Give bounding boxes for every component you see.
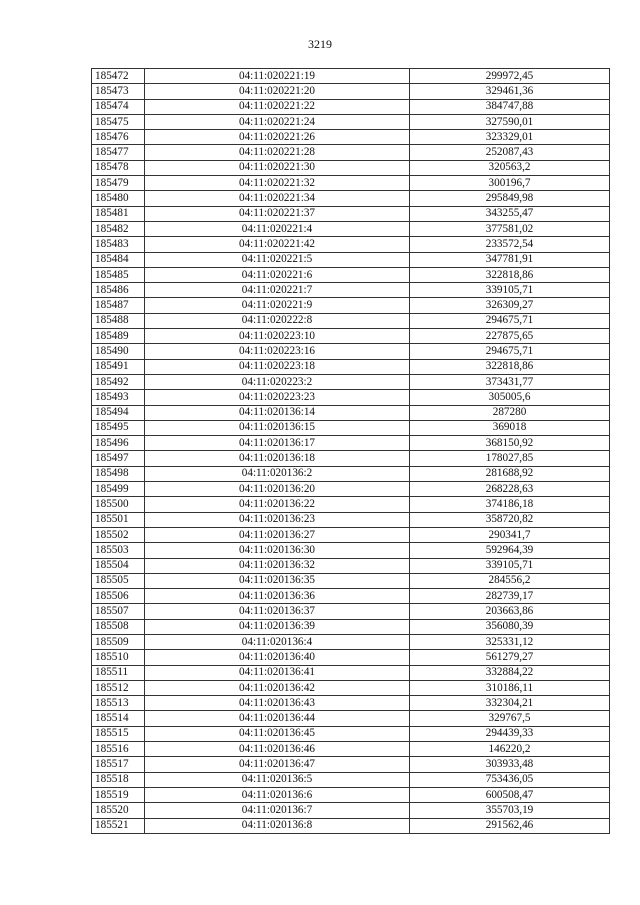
- table-row: [92, 130, 610, 145]
- table-row: [92, 604, 610, 619]
- table-row: [92, 69, 610, 84]
- cadastral-value: 343255,47: [410, 206, 610, 221]
- cadastral-number: 04:11:020136:22: [145, 497, 410, 512]
- cadastral-value: 753436,05: [410, 772, 610, 787]
- table-row: [92, 772, 610, 787]
- row-number: 185487: [92, 298, 145, 313]
- cadastral-number: 04:11:020136:14: [145, 405, 410, 420]
- table-row: [92, 589, 610, 604]
- table-row: [92, 374, 610, 389]
- cadastral-number: 04:11:020221:28: [145, 145, 410, 160]
- table-row: [92, 252, 610, 267]
- cadastral-value: 368150,92: [410, 436, 610, 451]
- cadastral-value: 146220,2: [410, 742, 610, 757]
- row-number: 185498: [92, 466, 145, 481]
- cadastral-value: 384747,88: [410, 99, 610, 114]
- row-number: 185497: [92, 451, 145, 466]
- cadastral-value: 347781,91: [410, 252, 610, 267]
- page-number: 3219: [308, 37, 332, 51]
- table-row: [92, 619, 610, 634]
- cadastral-number: 04:11:020136:17: [145, 436, 410, 451]
- cadastral-number: 04:11:020136:6: [145, 787, 410, 802]
- cadastral-value-table: [91, 68, 610, 834]
- row-number: 185477: [92, 145, 145, 160]
- row-number: 185507: [92, 604, 145, 619]
- cadastral-value: 299972,45: [410, 69, 610, 84]
- cadastral-number: 04:11:020221:30: [145, 160, 410, 175]
- cadastral-number: 04:11:020223:2: [145, 374, 410, 389]
- cadastral-number: 04:11:020221:22: [145, 99, 410, 114]
- cadastral-value: 322818,86: [410, 359, 610, 374]
- cadastral-value: 329767,5: [410, 711, 610, 726]
- cadastral-number: 04:11:020221:42: [145, 237, 410, 252]
- cadastral-value: 320563,2: [410, 160, 610, 175]
- cadastral-number: 04:11:020221:19: [145, 69, 410, 84]
- cadastral-value: 369018: [410, 420, 610, 435]
- cadastral-value: 291562,46: [410, 818, 610, 833]
- cadastral-value: 178027,85: [410, 451, 610, 466]
- table-row: [92, 512, 610, 527]
- cadastral-value: 355703,19: [410, 803, 610, 818]
- row-number: 185475: [92, 114, 145, 129]
- cadastral-number: 04:11:020221:4: [145, 221, 410, 236]
- cadastral-number: 04:11:020136:30: [145, 543, 410, 558]
- row-number: 185495: [92, 420, 145, 435]
- row-number: 185500: [92, 497, 145, 512]
- row-number: 185490: [92, 344, 145, 359]
- cadastral-value: 339105,71: [410, 558, 610, 573]
- row-number: 185512: [92, 680, 145, 695]
- row-number: 185509: [92, 634, 145, 649]
- cadastral-number: 04:11:020221:32: [145, 176, 410, 191]
- cadastral-value: 332884,22: [410, 665, 610, 680]
- row-number: 185472: [92, 69, 145, 84]
- cadastral-value: 373431,77: [410, 374, 610, 389]
- cadastral-number: 04:11:020136:2: [145, 466, 410, 481]
- cadastral-number: 04:11:020136:32: [145, 558, 410, 573]
- row-number: 185488: [92, 313, 145, 328]
- table-row: [92, 221, 610, 236]
- row-number: 185481: [92, 206, 145, 221]
- cadastral-value: 303933,48: [410, 757, 610, 772]
- row-number: 185486: [92, 283, 145, 298]
- row-number: 185479: [92, 176, 145, 191]
- cadastral-value: 290341,7: [410, 527, 610, 542]
- cadastral-value: 282739,17: [410, 589, 610, 604]
- cadastral-value: 294675,71: [410, 344, 610, 359]
- cadastral-value: 322818,86: [410, 267, 610, 282]
- cadastral-number: 04:11:020136:40: [145, 650, 410, 665]
- cadastral-value: 305005,6: [410, 390, 610, 405]
- table-row: [92, 160, 610, 175]
- row-number: 185483: [92, 237, 145, 252]
- table-row: [92, 696, 610, 711]
- cadastral-number: 04:11:020136:18: [145, 451, 410, 466]
- table-row: [92, 436, 610, 451]
- row-number: 185520: [92, 803, 145, 818]
- cadastral-number: 04:11:020221:34: [145, 191, 410, 206]
- row-number: 185521: [92, 818, 145, 833]
- row-number: 185493: [92, 390, 145, 405]
- cadastral-number: 04:11:020221:9: [145, 298, 410, 313]
- table-row: [92, 680, 610, 695]
- cadastral-value: 326309,27: [410, 298, 610, 313]
- cadastral-number: 04:11:020136:15: [145, 420, 410, 435]
- table-row: [92, 114, 610, 129]
- row-number: 185514: [92, 711, 145, 726]
- row-number: 185489: [92, 329, 145, 344]
- row-number: 185518: [92, 772, 145, 787]
- row-number: 185502: [92, 527, 145, 542]
- table-row: [92, 405, 610, 420]
- cadastral-value: 323329,01: [410, 130, 610, 145]
- cadastral-number: 04:11:020223:23: [145, 390, 410, 405]
- cadastral-number: 04:11:020136:8: [145, 818, 410, 833]
- row-number: 185492: [92, 374, 145, 389]
- cadastral-number: 04:11:020221:37: [145, 206, 410, 221]
- table-row: [92, 803, 610, 818]
- cadastral-number: 04:11:020136:5: [145, 772, 410, 787]
- table-row: [92, 650, 610, 665]
- table-row: [92, 283, 610, 298]
- cadastral-value: 332304,21: [410, 696, 610, 711]
- table-row: [92, 634, 610, 649]
- table-row: [92, 757, 610, 772]
- cadastral-value: 252087,43: [410, 145, 610, 160]
- table-row: [92, 84, 610, 99]
- table-row: [92, 267, 610, 282]
- table-row: [92, 726, 610, 741]
- row-number: 185482: [92, 221, 145, 236]
- cadastral-number: 04:11:020136:45: [145, 726, 410, 741]
- table-row: [92, 742, 610, 757]
- row-number: 185506: [92, 589, 145, 604]
- table-row: [92, 466, 610, 481]
- table-row: [92, 237, 610, 252]
- row-number: 185496: [92, 436, 145, 451]
- cadastral-value: 600508,47: [410, 787, 610, 802]
- cadastral-number: 04:11:020223:16: [145, 344, 410, 359]
- cadastral-value: 281688,92: [410, 466, 610, 481]
- cadastral-value: 294439,33: [410, 726, 610, 741]
- table-row: [92, 543, 610, 558]
- table-row: [92, 527, 610, 542]
- row-number: 185504: [92, 558, 145, 573]
- cadastral-number: 04:11:020136:23: [145, 512, 410, 527]
- cadastral-number: 04:11:020222:8: [145, 313, 410, 328]
- cadastral-number: 04:11:020223:10: [145, 329, 410, 344]
- row-number: 185510: [92, 650, 145, 665]
- table-row: [92, 359, 610, 374]
- row-number: 185508: [92, 619, 145, 634]
- row-number: 185491: [92, 359, 145, 374]
- row-number: 185516: [92, 742, 145, 757]
- table-row: [92, 344, 610, 359]
- table-row: [92, 665, 610, 680]
- cadastral-number: 04:11:020136:39: [145, 619, 410, 634]
- table-row: [92, 420, 610, 435]
- cadastral-value: 374186,18: [410, 497, 610, 512]
- cadastral-number: 04:11:020221:24: [145, 114, 410, 129]
- cadastral-number: 04:11:020136:42: [145, 680, 410, 695]
- cadastral-number: 04:11:020221:7: [145, 283, 410, 298]
- cadastral-value: 233572,54: [410, 237, 610, 252]
- cadastral-number: 04:11:020136:27: [145, 527, 410, 542]
- cadastral-number: 04:11:020136:4: [145, 634, 410, 649]
- cadastral-number: 04:11:020136:35: [145, 573, 410, 588]
- table-row: [92, 451, 610, 466]
- cadastral-value: 287280: [410, 405, 610, 420]
- row-number: 185480: [92, 191, 145, 206]
- cadastral-value: 377581,02: [410, 221, 610, 236]
- row-number: 185503: [92, 543, 145, 558]
- cadastral-number: 04:11:020223:18: [145, 359, 410, 374]
- row-number: 185474: [92, 99, 145, 114]
- cadastral-value: 310186,11: [410, 680, 610, 695]
- row-number: 185476: [92, 130, 145, 145]
- cadastral-number: 04:11:020136:47: [145, 757, 410, 772]
- cadastral-value: 300196,7: [410, 176, 610, 191]
- cadastral-number: 04:11:020136:44: [145, 711, 410, 726]
- table-row: [92, 206, 610, 221]
- cadastral-value: 268228,63: [410, 482, 610, 497]
- table-row: [92, 298, 610, 313]
- cadastral-value: 284556,2: [410, 573, 610, 588]
- cadastral-number: 04:11:020136:43: [145, 696, 410, 711]
- cadastral-value: 592964,39: [410, 543, 610, 558]
- cadastral-number: 04:11:020136:7: [145, 803, 410, 818]
- cadastral-value: 327590,01: [410, 114, 610, 129]
- row-number: 185484: [92, 252, 145, 267]
- cadastral-number: 04:11:020221:6: [145, 267, 410, 282]
- table-row: [92, 711, 610, 726]
- cadastral-value: 356080,39: [410, 619, 610, 634]
- table-row: [92, 390, 610, 405]
- table-row: [92, 818, 610, 833]
- table-row: [92, 99, 610, 114]
- cadastral-number: 04:11:020221:26: [145, 130, 410, 145]
- cadastral-value: 329461,36: [410, 84, 610, 99]
- cadastral-number: 04:11:020221:20: [145, 84, 410, 99]
- row-number: 185515: [92, 726, 145, 741]
- cadastral-value: 203663,86: [410, 604, 610, 619]
- row-number: 185494: [92, 405, 145, 420]
- table-row: [92, 497, 610, 512]
- cadastral-number: 04:11:020221:5: [145, 252, 410, 267]
- row-number: 185519: [92, 787, 145, 802]
- row-number: 185513: [92, 696, 145, 711]
- cadastral-number: 04:11:020136:46: [145, 742, 410, 757]
- row-number: 185478: [92, 160, 145, 175]
- table-row: [92, 558, 610, 573]
- table-row: [92, 482, 610, 497]
- row-number: 185499: [92, 482, 145, 497]
- table-row: [92, 573, 610, 588]
- cadastral-value: 561279,27: [410, 650, 610, 665]
- row-number: 185505: [92, 573, 145, 588]
- cadastral-value: 227875,65: [410, 329, 610, 344]
- cadastral-value: 358720,82: [410, 512, 610, 527]
- cadastral-number: 04:11:020136:20: [145, 482, 410, 497]
- row-number: 185501: [92, 512, 145, 527]
- row-number: 185473: [92, 84, 145, 99]
- cadastral-number: 04:11:020136:41: [145, 665, 410, 680]
- table-row: [92, 145, 610, 160]
- row-number: 185517: [92, 757, 145, 772]
- table-body: [92, 69, 610, 834]
- table-row: [92, 191, 610, 206]
- table-row: [92, 313, 610, 328]
- cadastral-number: 04:11:020136:37: [145, 604, 410, 619]
- cadastral-number: 04:11:020136:36: [145, 589, 410, 604]
- row-number: 185485: [92, 267, 145, 282]
- cadastral-value: 295849,98: [410, 191, 610, 206]
- table-row: [92, 329, 610, 344]
- cadastral-value: 339105,71: [410, 283, 610, 298]
- cadastral-value: 325331,12: [410, 634, 610, 649]
- row-number: 185511: [92, 665, 145, 680]
- table-row: [92, 176, 610, 191]
- table-row: [92, 787, 610, 802]
- cadastral-value: 294675,71: [410, 313, 610, 328]
